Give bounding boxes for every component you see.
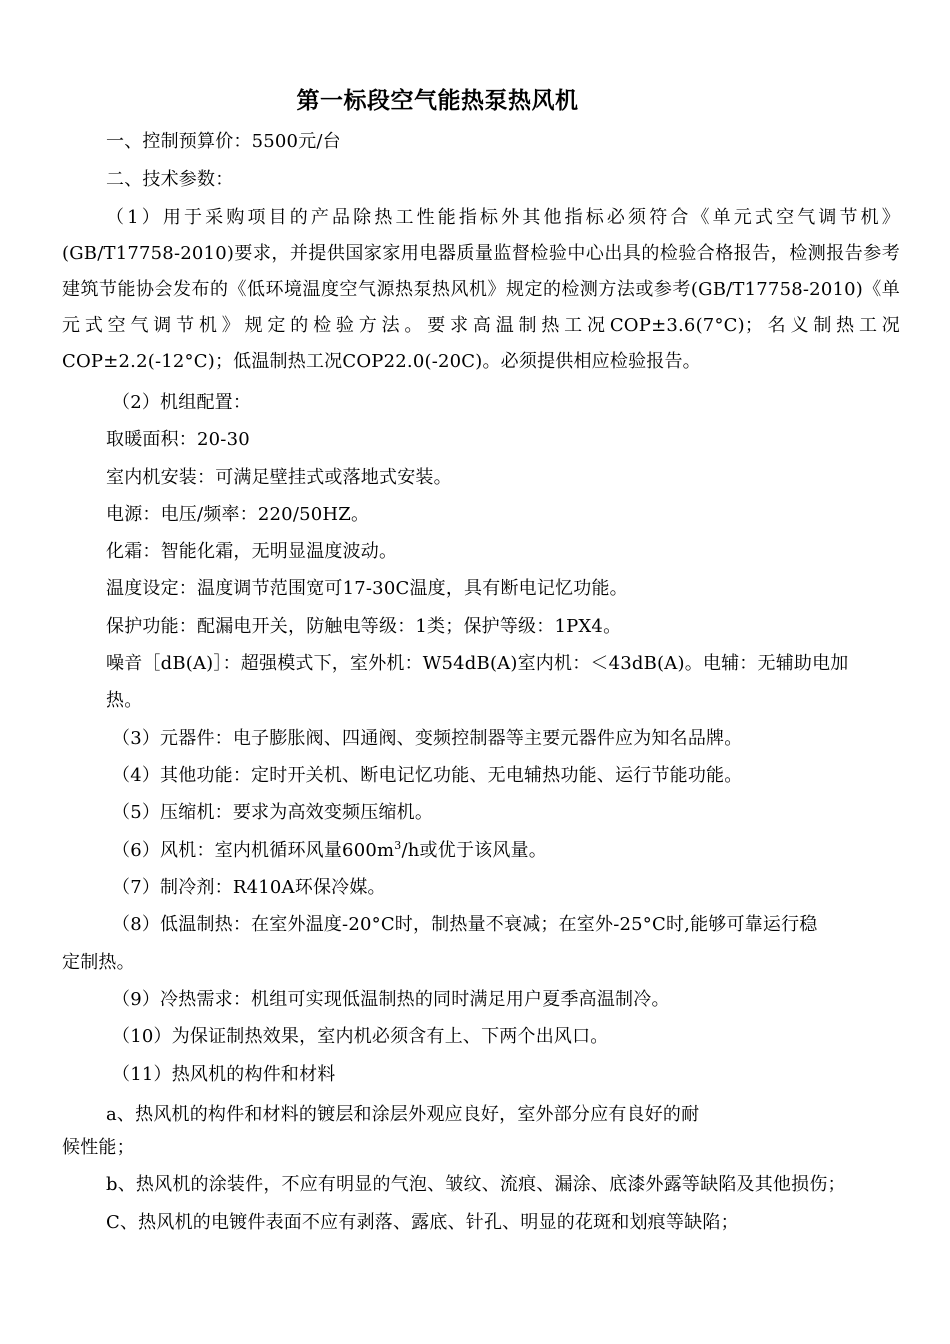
item-3: （3）元器件：电子膨胀阀、四通阀、变频控制器等主要元器件应为知名品牌。 [112,728,743,749]
tech-params-heading: 二、技术参数： [106,169,234,190]
budget-line: 一、控制预算价：5500元/台 [106,131,341,152]
sub-item-c: C、热风机的电镀件表面不应有剥落、露底、针孔、明显的花斑和划痕等缺陷； [106,1212,739,1233]
sub-item-b: b、热风机的涂装件，不应有明显的气泡、皱纹、流痕、漏涂、底漆外露等缺陷及其他损伤； [106,1174,846,1195]
item-6-superscript: 3 [394,839,402,852]
item-4: （4）其他功能：定时开关机、断电记忆功能、无电辅热功能、运行节能功能。 [112,765,743,786]
config-defrost: 化霜：智能化霜，无明显温度波动。 [106,541,398,562]
item-7: （7）制冷剂：R410A环保冷媒。 [112,877,386,898]
item-10: （10）为保证制热效果，室内机必须含有上、下两个出风口。 [112,1026,609,1047]
item-8-line-1: （8）低温制热：在室外温度-20°C时，制热量不衰减；在室外-25°C时,能够可靠运行稳 [112,914,818,935]
item-6-pre: （6）风机：室内机循环风量600m [112,840,395,861]
config-temp-setting: 温度设定：温度调节范围宽可17-30C温度，具有断电记忆功能。 [106,578,628,599]
item-6 [112,839,547,863]
item-2-heading: （2）机组配置： [112,392,252,413]
config-noise-line-2: 热。 [106,690,143,711]
item-5: （5）压缩机：要求为高效变频压缩机。 [112,802,434,823]
item-11-heading: （11）热风机的构件和材料 [112,1064,336,1085]
item-9: （9）冷热需求：机组可实现低温制热的同时满足用户夏季高温制冷。 [112,989,670,1010]
config-indoor-install: 室内机安装：可满足壁挂式或落地式安装。 [106,467,452,488]
document-title: 第一标段空气能热泵热风机 [296,88,579,114]
config-protection: 保护功能：配漏电开关，防触电等级：1类；保护等级：1PX4。 [106,616,622,637]
sub-item-a-line-1: a、热风机的构件和材料的镀层和涂层外观应良好，室外部分应有良好的耐 [106,1104,700,1125]
config-power: 电源：电压/频率：220/50HZ。 [106,504,370,525]
item-6-post: /h或优于该风量。 [401,840,547,861]
item-8-line-2: 定制热。 [62,952,135,973]
config-noise-line-1: 噪音［dB(A)］：超强模式下，室外机：W54dB(A)室内机：＜43dB(A)。电辅：无辅助电加 [106,653,849,674]
sub-item-a-line-2: 候性能； [62,1137,135,1158]
config-heating-area: 取暖面积：20-30 [106,429,250,450]
item-1-paragraph: （1）用于采购项目的产品除热工性能指标外其他指标必须符合《单元式空气调节机》(GB/T17758-2010)要求，并提供国家家用电器质量监督检验中心出具的检验合格报告，检测报告参考建筑节能协会发布的《低环境温度空气源热泵热风机》规定的检测方法或参考(GB/T17758-2010)《单元式空气调节机》规定的检验方法。要求高温制热工况COP±3.6(7°C)；名义制热工况COP±2.2(-12°C)；低温制热工况COP22.0(-20C)。必须提供相应检验报告。 [62,207,900,372]
